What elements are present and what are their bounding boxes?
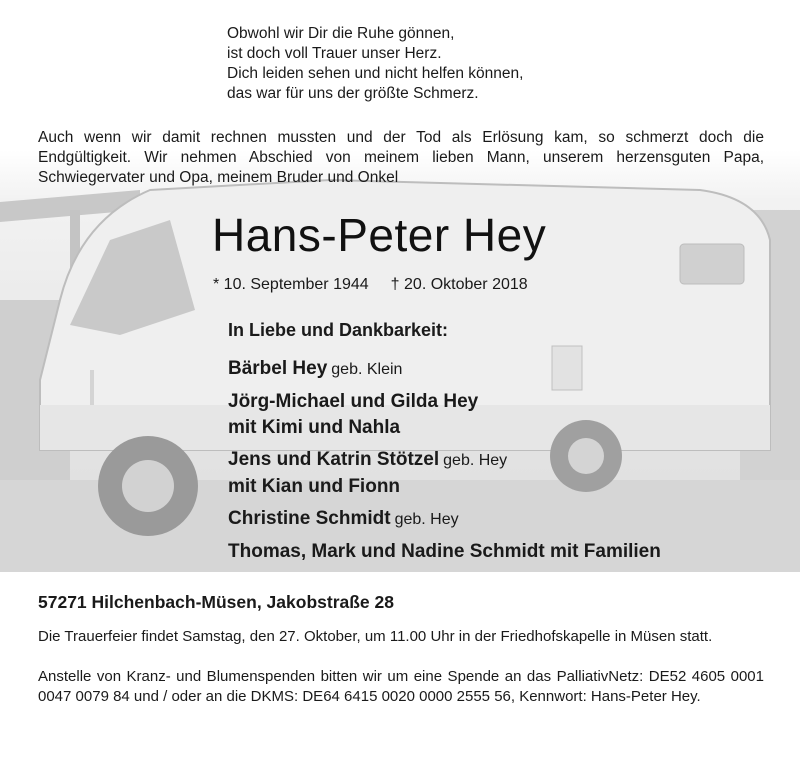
mourner-entry xyxy=(228,389,788,415)
poem-line: ist doch voll Trauer unser Herz. xyxy=(227,45,442,62)
mourner-name: Christine Schmidt xyxy=(228,508,391,529)
maiden-name: geb. Hey xyxy=(394,511,459,528)
poem-line: Dich leiden sehen und nicht helfen können, xyxy=(227,65,524,82)
family-address: 57271 Hilchenbach-Müsen, Jakobstraße 28 xyxy=(38,592,394,612)
mourner-name: Bärbel Hey xyxy=(228,358,328,379)
mourner-name: Jörg-Michael und Gilda Hey xyxy=(228,391,479,412)
poem-line: Obwohl wir Dir die Ruhe gönnen, xyxy=(227,25,455,42)
poem xyxy=(227,24,647,104)
birth-date: * 10. September 1944 xyxy=(213,276,369,293)
mourner-name: Jens und Katrin Stötzel xyxy=(228,449,440,470)
mourner-entry xyxy=(228,415,788,441)
mourner-entry xyxy=(228,539,788,565)
mourner-name: Thomas, Mark und Nadine Schmidt mit Familien xyxy=(228,541,661,562)
maiden-name: geb. Klein xyxy=(331,361,403,378)
mourner-name: mit Kian und Fionn xyxy=(228,476,401,497)
mourners-list xyxy=(228,356,788,565)
life-dates xyxy=(213,274,528,296)
mourner-entry xyxy=(228,506,788,533)
donation-info: Anstelle von Kranz- und Blumenspenden bitten wir um eine Spende an das PalliativNetz: DE52 4605 0001 0047 0079 84 und / oder an die DKMS: DE64 6415 0020 0000 2555 56, Kennwort: Hans-Peter Hey. xyxy=(38,668,764,705)
mourner-entry xyxy=(228,474,788,500)
death-date: † 20. Oktober 2018 xyxy=(390,276,528,293)
intro-text: Auch wenn wir damit rechnen mussten und der Tod als Erlösung kam, so schmerzt doch die Endgültigkeit. Wir nehmen Abschied von meinem lieben Mann, unserem herzensguten Papa, Schwiegervater und Opa, meinem Bruder und Onkel xyxy=(38,129,764,186)
deceased-name: Hans-Peter Hey xyxy=(212,209,547,261)
funeral-info: Die Trauerfeier findet Samstag, den 27. Oktober, um 11.00 Uhr in der Friedhofskapelle in Müsen statt. xyxy=(38,628,713,645)
mourner-entry xyxy=(228,447,788,474)
mourners-heading: In Liebe und Dankbarkeit: xyxy=(228,320,449,340)
mourner-name: mit Kimi und Nahla xyxy=(228,417,401,438)
poem-line: das war für uns der größte Schmerz. xyxy=(227,85,479,102)
maiden-name: geb. Hey xyxy=(443,452,508,469)
mourner-entry xyxy=(228,356,788,383)
